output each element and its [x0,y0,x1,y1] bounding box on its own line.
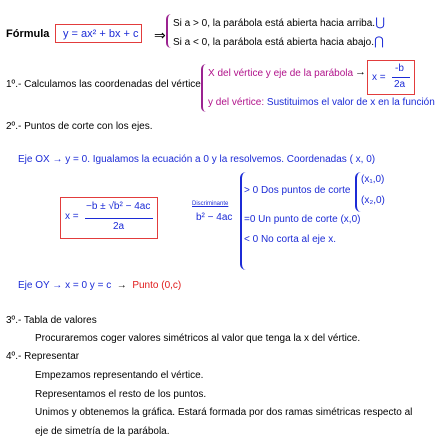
step4-line4: eje de simetría de la parábola. [35,426,170,437]
x-vertex-fraction-line [392,77,410,78]
step4-text: 4º.- Representar [6,351,80,362]
cap-icon: ⋂ [373,34,384,48]
x-vertex-arrow: → [355,66,366,78]
step3-line: Procuraremos coger valores simétricos al valor que tenga la x del vértice. [35,333,361,344]
x-vertex-lhs: x = [372,72,386,83]
quadratic-formula-box [60,197,158,239]
quad-fraction-line [85,218,153,219]
step4-line3: Unimos y obtenemos la gráfica. Estará formada por dos ramas simétricas respecto al [35,407,413,418]
quad-lhs: x = [65,211,79,222]
formula-equation: y = ax² + bx + c [63,28,139,40]
eje-oy-line: Eje OY → x = 0 y = c → Punto (0,c) [18,280,182,291]
x-vertex-label: X del vértice y eje de la parábola [208,68,354,79]
disc-expr: b² − 4ac [196,212,233,223]
step4-line1: Empezamos representando el vértice. [35,370,204,381]
x-vertex-box [367,60,415,95]
disc-caption: Discriminante [192,201,229,207]
x-vertex-num: -b [395,63,404,74]
point-0c: Punto (0,c) [132,280,182,291]
formula-brace [166,14,173,48]
case-negative: < 0 No corta al eje x. [244,234,336,245]
eje-ox-line: Eje OX → y = 0. Igualamos la ecuación a 0 y la resolvemos. Coordenadas ( x, 0) [18,154,376,165]
vertex-brace [201,64,208,112]
quad-num: −b ± √b² − 4ac [86,201,151,212]
step1-text: 1º.- Calculamos las coordenadas del vértice [6,79,201,90]
x-vertex-den: 2a [394,79,406,90]
quad-den: 2a [113,221,125,232]
step2-text: 2º.- Puntos de corte con los ejes. [6,121,153,132]
point-x1: (x₁,0) [361,174,385,185]
condition-positive: Si a > 0, la parábola está abierta hacia arriba.⋃ [173,15,385,29]
step4-line2: Representamos el resto de los puntos. [35,389,207,400]
point-x2: (x₂,0) [361,195,385,206]
step3-text: 3º.- Tabla de valores [6,315,97,326]
y-vertex-line: y del vértice: Sustituimos el valor de x en la función [208,97,435,108]
formula-label: Fórmula [6,28,50,40]
case-zero: =0 Un punto de corte (x,0) [244,214,361,225]
implies-arrow: ⇒ [154,27,166,43]
condition-negative: Si a < 0, la parábola está abierta hacia abajo.⋂ [173,34,384,48]
formula-box [55,24,142,43]
cup-icon: ⋃ [375,15,385,29]
case-positive: > 0 Dos puntos de corte [244,185,351,196]
